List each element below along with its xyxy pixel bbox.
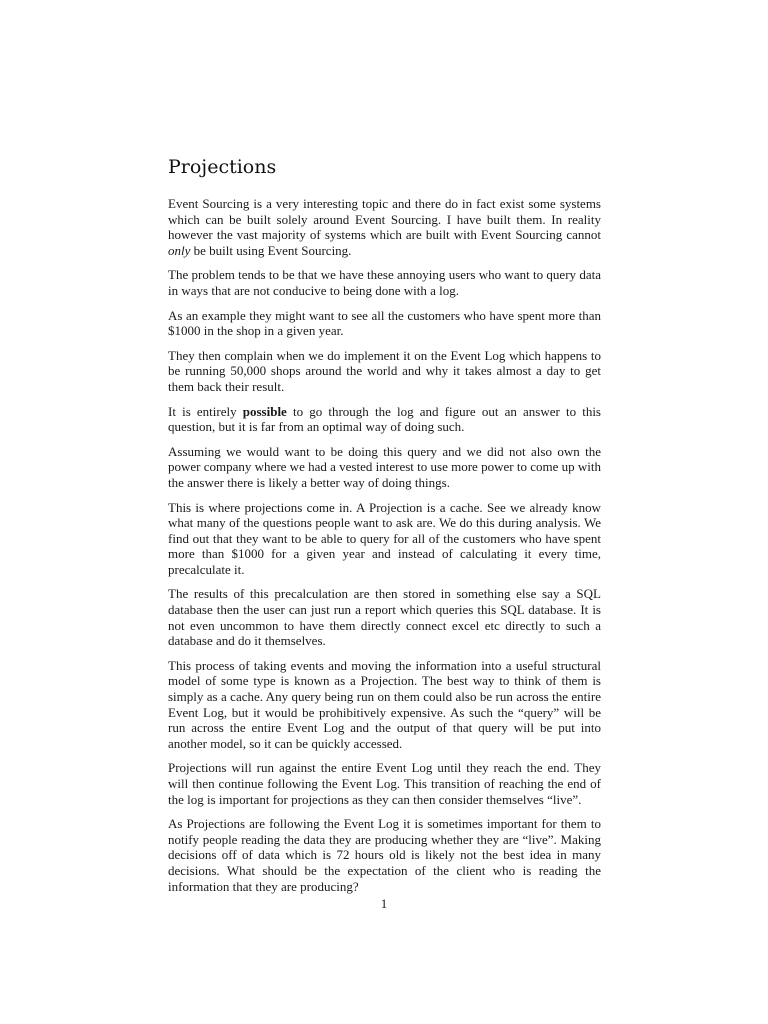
text-segment: The results of this precalculation are then stored in something else say a SQL database then the user can just run a report which queries this SQL database. It is not even uncommon to have them directly connect excel etc directly to such a database and do it themselves. bbox=[168, 586, 601, 649]
body-text bbox=[168, 196, 601, 894]
text-segment: They then complain when we do implement it on the Event Log which happens to be running 50,000 shops around the world and why it takes almost a day to get them back their result. bbox=[168, 347, 601, 394]
section-title: Projections bbox=[168, 156, 277, 178]
italic-text: only bbox=[168, 242, 191, 258]
paragraph bbox=[168, 348, 601, 395]
text-segment: As Projections are following the Event Log it is sometimes important for them to notify people reading the data they are producing whether they are “live”. Making decisions off of data which is 72 hours old is likely not the best idea in many decisions. What should be the expectation of the client who is reading the information that they are producing? bbox=[168, 816, 601, 894]
text-segment: to go through the log and figure out an answer to this question, but it is far from an optimal way of doing such. bbox=[168, 403, 601, 435]
paragraph bbox=[168, 267, 601, 298]
text-segment: Assuming we would want to be doing this query and we did not also own the power company where we had a vested interest to use more power to come up with the answer there is likely a better way of doing things. bbox=[168, 443, 601, 490]
text-segment: be built using Event Sourcing. bbox=[190, 242, 352, 258]
text-segment: Event Sourcing is a very interesting topic and there do in fact exist some systems which can be built solely around Event Sourcing. I have built them. In reality however the vast majority of systems which are built with Event Sourcing cannot bbox=[168, 196, 601, 243]
paragraph bbox=[168, 444, 601, 491]
paragraph bbox=[168, 196, 601, 258]
paragraph bbox=[168, 658, 601, 752]
text-segment: It is entirely bbox=[168, 403, 243, 419]
paragraph bbox=[168, 760, 601, 807]
page-content bbox=[168, 152, 601, 903]
bold-text: possible bbox=[242, 403, 287, 419]
text-segment: This process of taking events and moving the information into a useful structural model of some type is known as a Projection. The best way to think of them is simply as a cache. Any query being run on them could also be run across the entire Event Log, but it would be prohibitively expensive. As such the “query” will be run across the entire Event Log and the output of that query will be put into another model, so it can be quickly accessed. bbox=[168, 657, 601, 751]
paragraph bbox=[168, 404, 601, 435]
paragraph bbox=[168, 816, 601, 894]
text-segment: The problem tends to be that we have these annoying users who want to query data in ways that are not conducive to being done with a log. bbox=[168, 267, 601, 298]
paragraph bbox=[168, 500, 601, 578]
text-segment: This is where projections come in. A Projection is a cache. See we already know what many of the questions people want to ask are. We do this during analysis. We find out that they want to be able to query for all of the customers who have spent more than $1000 for a given year and instead of calculating it every time, precalculate it. bbox=[168, 499, 601, 577]
text-segment: Projections will run against the entire Event Log until they reach the end. They will then continue following the Event Log. This transition of reaching the end of the log is important for projections as they can then consider themselves “live”. bbox=[168, 760, 601, 807]
page-number: 1 bbox=[380, 896, 388, 911]
paragraph bbox=[168, 586, 601, 648]
paragraph bbox=[168, 308, 601, 339]
text-segment: As an example they might want to see all the customers who have spent more than $1000 in the shop in a given year. bbox=[168, 307, 601, 339]
